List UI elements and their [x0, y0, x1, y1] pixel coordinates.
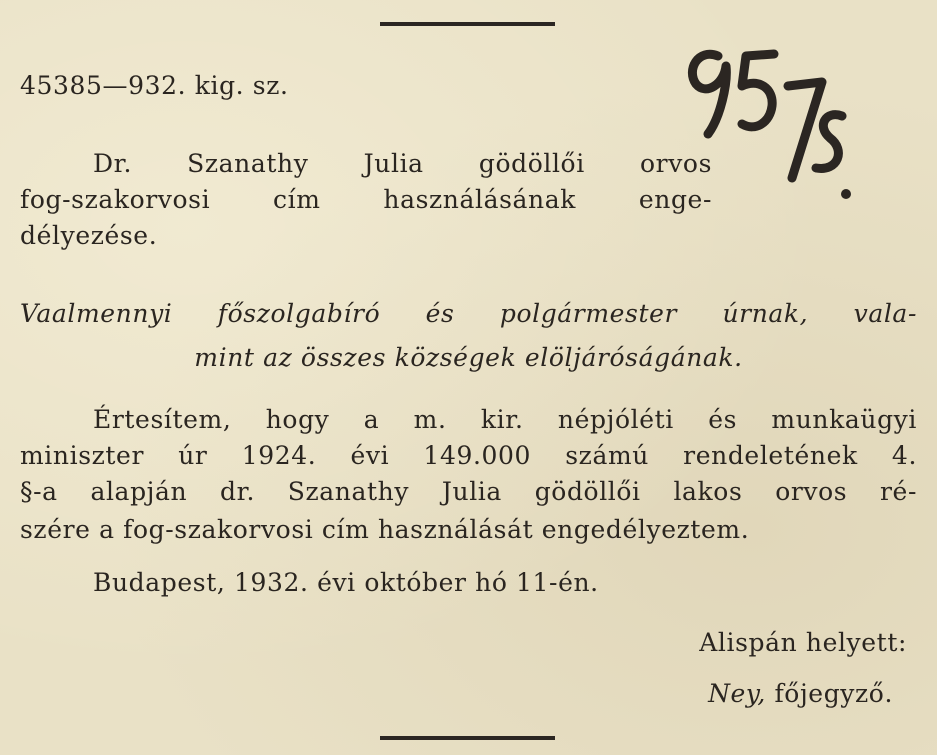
top-divider: [380, 22, 555, 26]
addressee-line-1: Vaalmennyi főszolgabíró és polgármester úrnak, vala-: [20, 299, 917, 328]
body-line-1: Értesítem, hogy a m. kir. népjóléti és munkaügyi: [93, 405, 917, 434]
subject-line-2: fog-szakorvosi cím használásának enge-: [20, 185, 712, 214]
signature-block: [708, 676, 893, 712]
bottom-divider: [380, 736, 555, 740]
subject-line-1: Dr. Szanathy Julia gödöllői orvos: [93, 149, 712, 178]
body-line-3: §-a alapján dr. Szanathy Julia gödöllői lakos orvos ré-: [20, 477, 917, 506]
signature-name: Ney,: [708, 679, 766, 708]
handwritten-number: [670, 22, 870, 222]
reference-number: 45385—932. kig. sz.: [20, 71, 289, 100]
signature-title: főjegyző.: [774, 679, 893, 708]
body-line-2: miniszter úr 1924. évi 149.000 számú rendeletének 4.: [20, 441, 917, 470]
addressee-line-2: mint az összes községek elöljáróságának.: [194, 343, 743, 372]
signature-role: Alispán helyett:: [699, 628, 907, 657]
date-line: Budapest, 1932. évi október hó 11-én.: [93, 568, 599, 597]
subject-line-3: délyezése.: [20, 221, 158, 250]
body-line-4: szére a fog-szakorvosi cím használását engedélyeztem.: [20, 515, 750, 544]
